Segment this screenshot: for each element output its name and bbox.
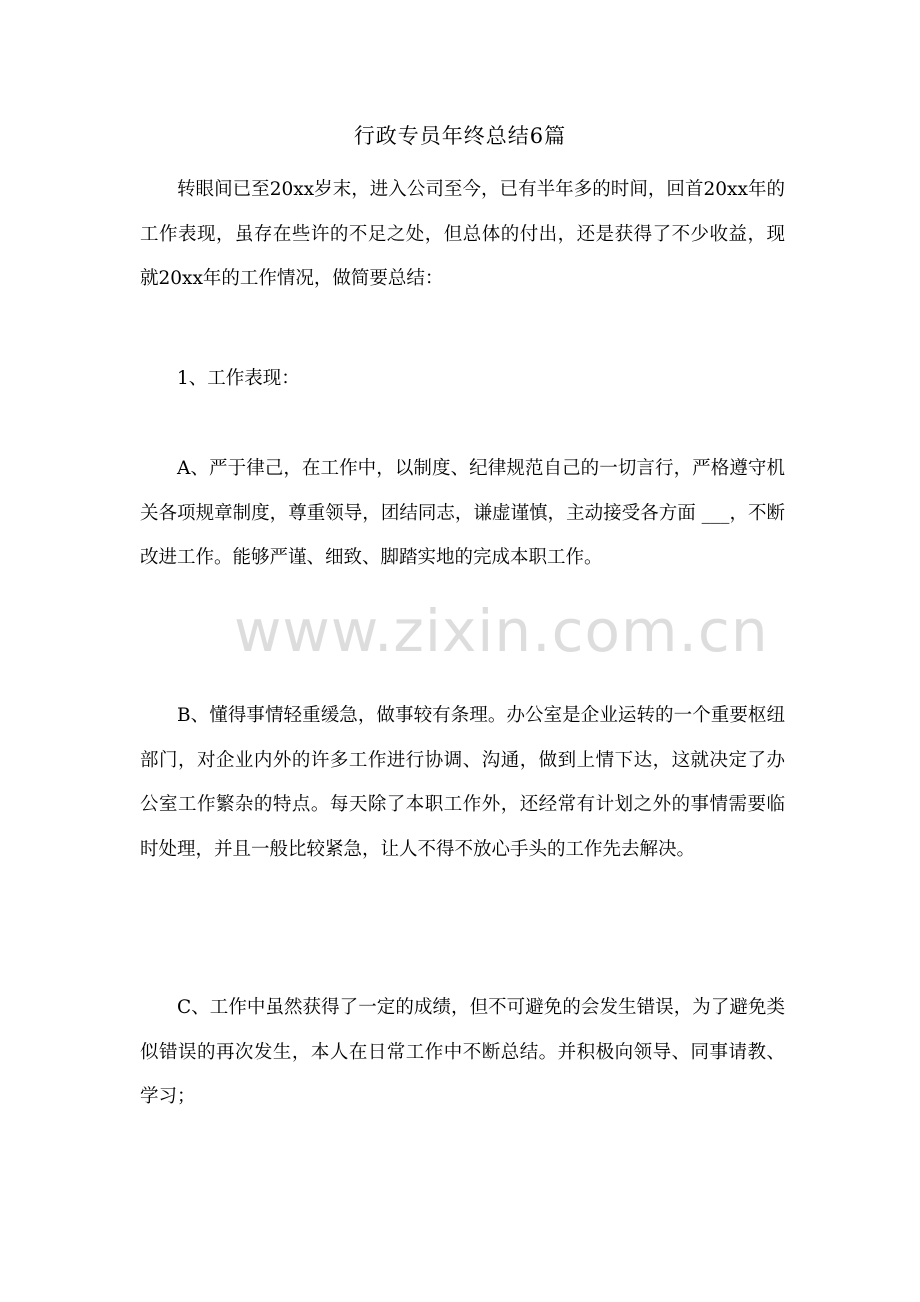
paragraph-c: C、工作中虽然获得了一定的成绩，但不可避免的会发生错误，为了避免类似错误的再次发生，本人在日常工作中不断总结。并积极向领导、同事请教、学习；: [140, 997, 785, 1108]
section-heading: 1、工作表现：: [177, 368, 300, 389]
watermark: www.zixin.com.cn: [234, 597, 769, 665]
intro-paragraph: 转眼间已至20xx岁末，进入公司至今，已有半年多的时间，回首20xx年的工作表现，虽存在些许的不足之处，但总体的付出，还是获得了不少收益，现就20xx年的工作情况，做简要总结：: [140, 179, 785, 290]
paragraph-a: A、严于律己，在工作中，以制度、纪律规范自己的一切言行，严格遵守机关各项规章制度，尊重领导，团结同志，谦虚谨慎，主动接受各方面 ___，不断改进工作。能够严谨、细致、脚踏实地的完成本职工作。: [140, 458, 785, 569]
document-title: 行政专员年终总结6篇: [353, 124, 567, 148]
paragraph-b: B、懂得事情轻重缓急，做事较有条理。办公室是企业运转的一个重要枢纽部门，对企业内外的许多工作进行协调、沟通，做到上情下达，这就决定了办公室工作繁杂的特点。每天除了本职工作外，还经常有计划之外的事情需要临时处理，并且一般比较紧急，让人不得不放心手头的工作先去解决。: [140, 705, 785, 860]
